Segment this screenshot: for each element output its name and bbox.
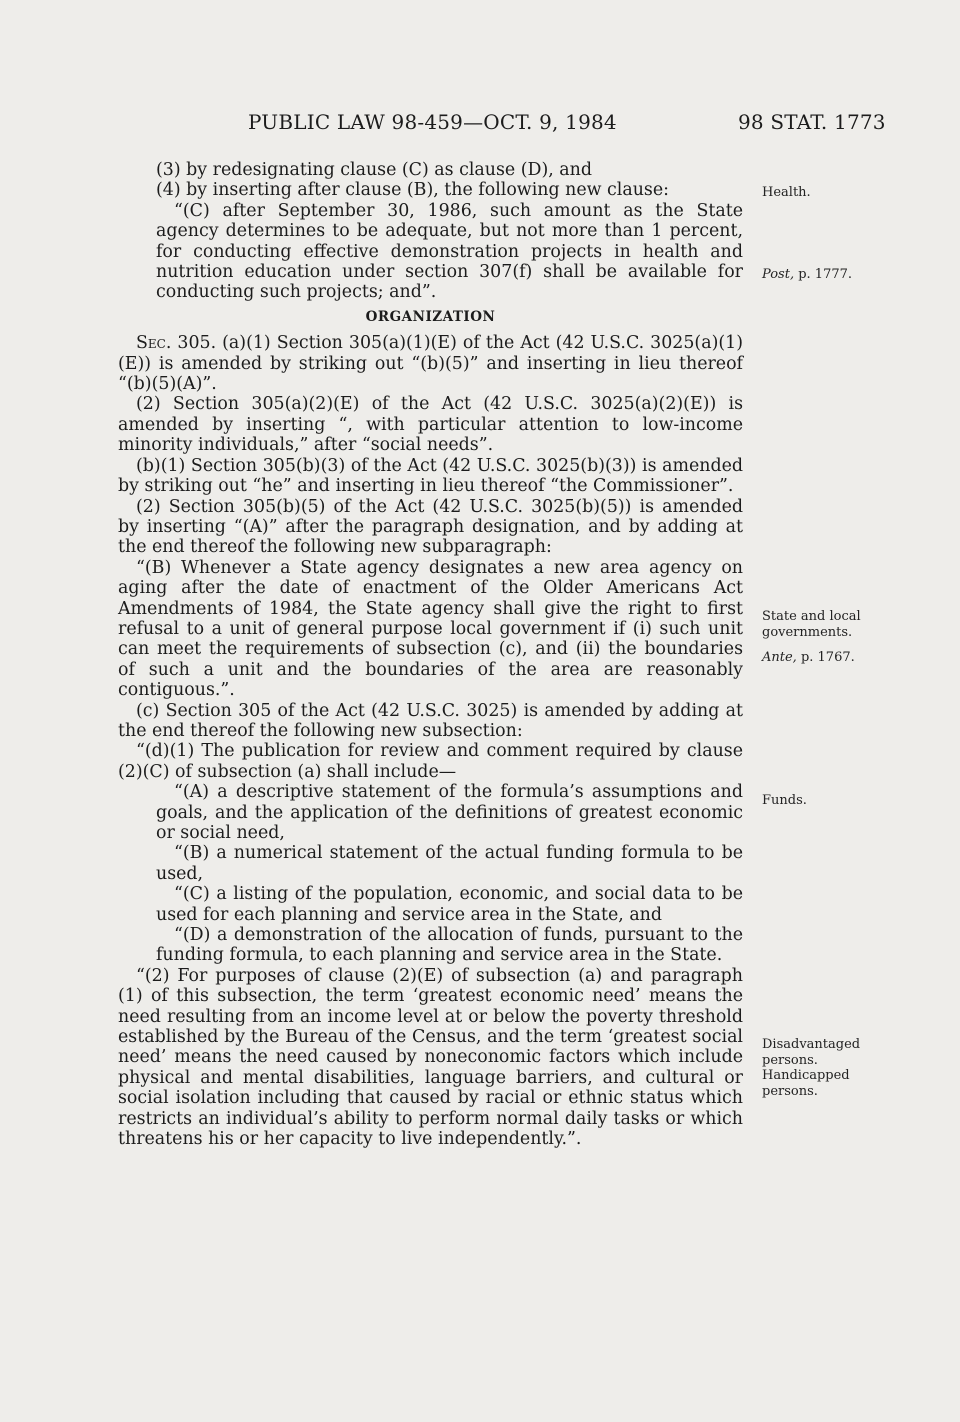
paragraph-d2: “(2) For purposes of clause (2)(E) of subsection (a) and paragraph (1) of this subsection, the term ‘greatest economic need’ means the need resulting from an income level at or below the poverty threshold established by the Bureau of the Census, and the term ‘greatest social need’ means the need caused by noneconomic factors which include physical and mental disabilities, language barriers, and cultural or social isolation including that caused by racial or ethnic status which restricts an individual’s ability to perform normal daily tasks or which threatens his or her capacity to live independently.”. [118, 965, 743, 1150]
paragraph-sec-305 [118, 333, 743, 394]
page-header-stat: 98 STAT. 1773 [738, 110, 886, 134]
paragraph-clause-4: (4) by inserting after clause (B), the following new clause: [156, 180, 669, 201]
paragraph-clause-3: (3) by redesignating clause (C) as clause (D), and [156, 160, 592, 180]
paragraph-d1-c: “(C) a listing of the population, economic, and social data to be used for each planning and service area in the State, and [156, 884, 743, 925]
paragraph-new-clause-c: “(C) after September 30, 1986, such amount as the State agency determines to be adequate, but not more than 1 percent, for conducting effective demonstration projects in health and nutrition education under section 307(f) shall be available for conducting such projects; and”. [156, 200, 743, 303]
margin-note-post-page: p. 1777. [794, 267, 853, 282]
paragraph-b2: (2) Section 305(b)(5) of the Act (42 U.S.C. 3025(b)(5)) is amended by inserting “(A)” after the paragraph designation, and by adding at the end thereof the following new subparagraph: [118, 496, 743, 558]
main-text [118, 160, 743, 1150]
margin-note-ante [762, 650, 855, 666]
paragraph-a2: (2) Section 305(a)(2)(E) of the Act (42 U.S.C. 3025(a)(2)(E)) is amended by inserting “, with particular attention to low-income minority individuals,” after “social needs”. [118, 394, 743, 456]
sec-305-text: 305. (a)(1) Section 305(a)(1)(E) of the Act (42 U.S.C. 3025(a)(1)(E)) is amended by striking out “(b)(5)” and inserting in lieu thereof “(b)(5)(A)”. [118, 333, 743, 395]
paragraph-d1-a: “(A) a descriptive statement of the formula’s assumptions and goals, and the application of the definitions of greatest economic or social need, [156, 782, 743, 843]
margin-note-ante-label: Ante, [762, 650, 797, 665]
margin-note-disadvantaged: Disadvantaged persons. [762, 1037, 861, 1068]
margin-note-funds: Funds. [762, 793, 807, 808]
margin-note-handicapped: Handicapped persons. [762, 1068, 850, 1099]
margin-note-health: Health. [762, 185, 811, 200]
paragraph-d1: “(d)(1) The publication for review and comment required by clause (2)(C) of subsection (a) shall include— [118, 741, 743, 782]
margin-note-post [762, 267, 852, 283]
margin-note-ante-page: p. 1767. [796, 650, 855, 665]
page-header-title: PUBLIC LAW 98-459—OCT. 9, 1984 [248, 110, 617, 134]
paragraph-new-subparagraph-b: “(B) Whenever a State agency designates a new area agency on aging after the date of enactment of the Older Americans Act Amendments of 1984, the State agency shall give the right to first refusal to a unit of general purpose local government if (i) such unit can meet the requirements of subsection (c), and (ii) the boundaries of such a unit and the boundaries of the area are reasonably contiguous.”. [118, 557, 743, 701]
paragraph-b1: (b)(1) Section 305(b)(3) of the Act (42 U.S.C. 3025(b)(3)) is amended by striking out “he” and inserting in lieu thereof “the Commissioner”. [118, 455, 743, 497]
margin-note-post-label: Post, [762, 267, 795, 282]
section-heading: ORGANIZATION [365, 308, 496, 325]
paragraph-d1-d: “(D) a demonstration of the allocation of funds, pursuant to the funding formula, to each planning and service area in the State. [156, 925, 743, 966]
sec-label: Sec. [136, 333, 172, 354]
margin-note-state-local: State and local governments. [762, 609, 861, 640]
paragraph-d1-b: “(B) a numerical statement of the actual funding formula to be used, [156, 843, 743, 884]
paragraph-c: (c) Section 305 of the Act (42 U.S.C. 3025) is amended by adding at the end thereof the following new subsection: [118, 700, 743, 741]
